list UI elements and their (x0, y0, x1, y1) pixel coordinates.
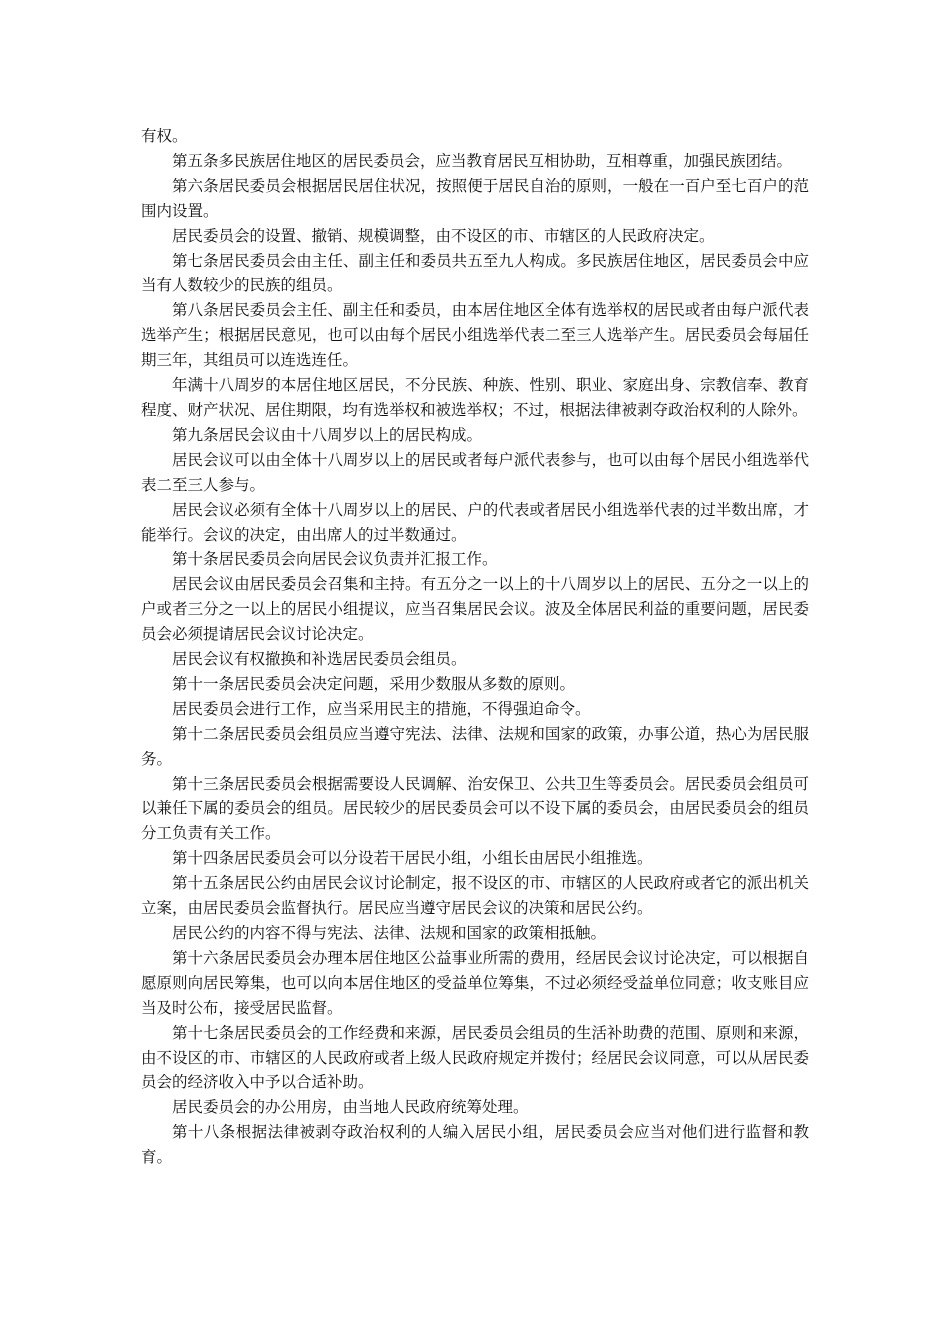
paragraph-article-12: 第十二条居民委员会组员应当遵守宪法、法律、法规和国家的政策，办事公道，热心为居民服务。 (141, 724, 809, 768)
paragraph-article-17-2: 居民委员会的办公用房，由当地人民政府统筹处理。 (172, 1098, 529, 1117)
paragraph-0: 有权。 (141, 127, 188, 145)
paragraph-article-5: 第五条多民族居住地区的居民委员会，应当教育居民互相协助，互相尊重，加强民族团结。 (172, 151, 793, 170)
paragraph-article-10-3: 居民会议有权撤换和补选居民委员会组员。 (172, 650, 467, 669)
paragraph-article-8: 第八条居民委员会主任、副主任和委员，由本居住地区全体有选举权的居民或者由每户派代表选举产生；根据居民意见，也可以由每个居民小组选举代表二至三人选举产生。居民委员会每届任期三年，其组员可以连选连任。 (141, 301, 809, 370)
paragraph-article-9-3: 居民会议必须有全体十八周岁以上的居民、户的代表或者居民小组选举代表的过半数出席，才能举行。会议的决定，由出席人的过半数通过。 (141, 500, 809, 544)
paragraph-article-11: 第十一条居民委员会决定问题，采用少数服从多数的原则。 (172, 674, 576, 693)
paragraph-article-17: 第十七条居民委员会的工作经费和来源，居民委员会组员的生活补助费的范围、原则和来源，由不设区的市、市辖区的人民政府或者上级人民政府规定并拨付；经居民会议同意，可以从居民委员会的经济收入中予以合适补助。 (141, 1023, 809, 1092)
paragraph-article-9: 第九条居民会议由十八周岁以上的居民构成。 (172, 425, 483, 444)
paragraph-article-10: 第十条居民委员会向居民会议负责并汇报工作。 (172, 550, 498, 569)
paragraph-article-15: 第十五条居民公约由居民会议讨论制定，报不设区的市、市辖区的人民政府或者它的派出机关立案，由居民委员会监督执行。居民应当遵守居民会议的决策和居民公约。 (141, 874, 809, 918)
paragraph-article-8-2: 年满十八周岁的本居住地区居民，不分民族、种族、性别、职业、家庭出身、宗教信奉、教育程度、财产状况、居住期限，均有选举权和被选举权；不过，根据法律被剥夺政治权利的人除外。 (141, 376, 809, 419)
paragraph-article-6: 第六条居民委员会根据居民居住状况，按照便于居民自治的原则，一般在一百户至七百户的范围内设置。 (141, 176, 809, 220)
paragraph-article-14: 第十四条居民委员会可以分设若干居民小组，小组长由居民小组推选。 (172, 849, 653, 868)
paragraph-article-18: 第十八条根据法律被剥夺政治权利的人编入居民小组，居民委员会应当对他们进行监督和教育。 (141, 1123, 809, 1167)
paragraph-article-6-2: 居民委员会的设置、撤销、规模调整，由不设区的市、市辖区的人民政府决定。 (172, 226, 715, 245)
paragraph-article-16: 第十六条居民委员会办理本居住地区公益事业所需的费用，经居民会议讨论决定，可以根据自愿原则向居民筹集，也可以向本居住地区的受益单位筹集，不过必须经受益单位同意；收支账目应当及时公布，接受居民监督。 (141, 948, 809, 1017)
paragraph-article-13: 第十三条居民委员会根据需要设人民调解、治安保卫、公共卫生等委员会。居民委员会组员可以兼任下属的委员会的组员。居民较少的居民委员会可以不设下属的委员会，由居民委员会的组员分工负责有关工作。 (141, 774, 809, 843)
paragraph-article-7: 第七条居民委员会由主任、副主任和委员共五至九人构成。多民族居住地区，居民委员会中应当有人数较少的民族的组员。 (141, 251, 809, 295)
paragraph-article-11-2: 居民委员会进行工作，应当采用民主的措施，不得强迫命令。 (172, 699, 591, 718)
document-body (141, 124, 809, 1170)
paragraph-article-15-2: 居民公约的内容不得与宪法、法律、法规和国家的政策相抵触。 (172, 924, 607, 942)
paragraph-article-10-2: 居民会议由居民委员会召集和主持。有五分之一以上的十八周岁以上的居民、五分之一以上的户或者三分之一以上的居民小组提议，应当召集居民会议。波及全体居民利益的重要问题，居民委员会必须提请居民会议讨论决定。 (141, 575, 809, 644)
paragraph-article-9-2: 居民会议可以由全体十八周岁以上的居民或者每户派代表参与，也可以由每个居民小组选举代表二至三人参与。 (141, 450, 809, 494)
